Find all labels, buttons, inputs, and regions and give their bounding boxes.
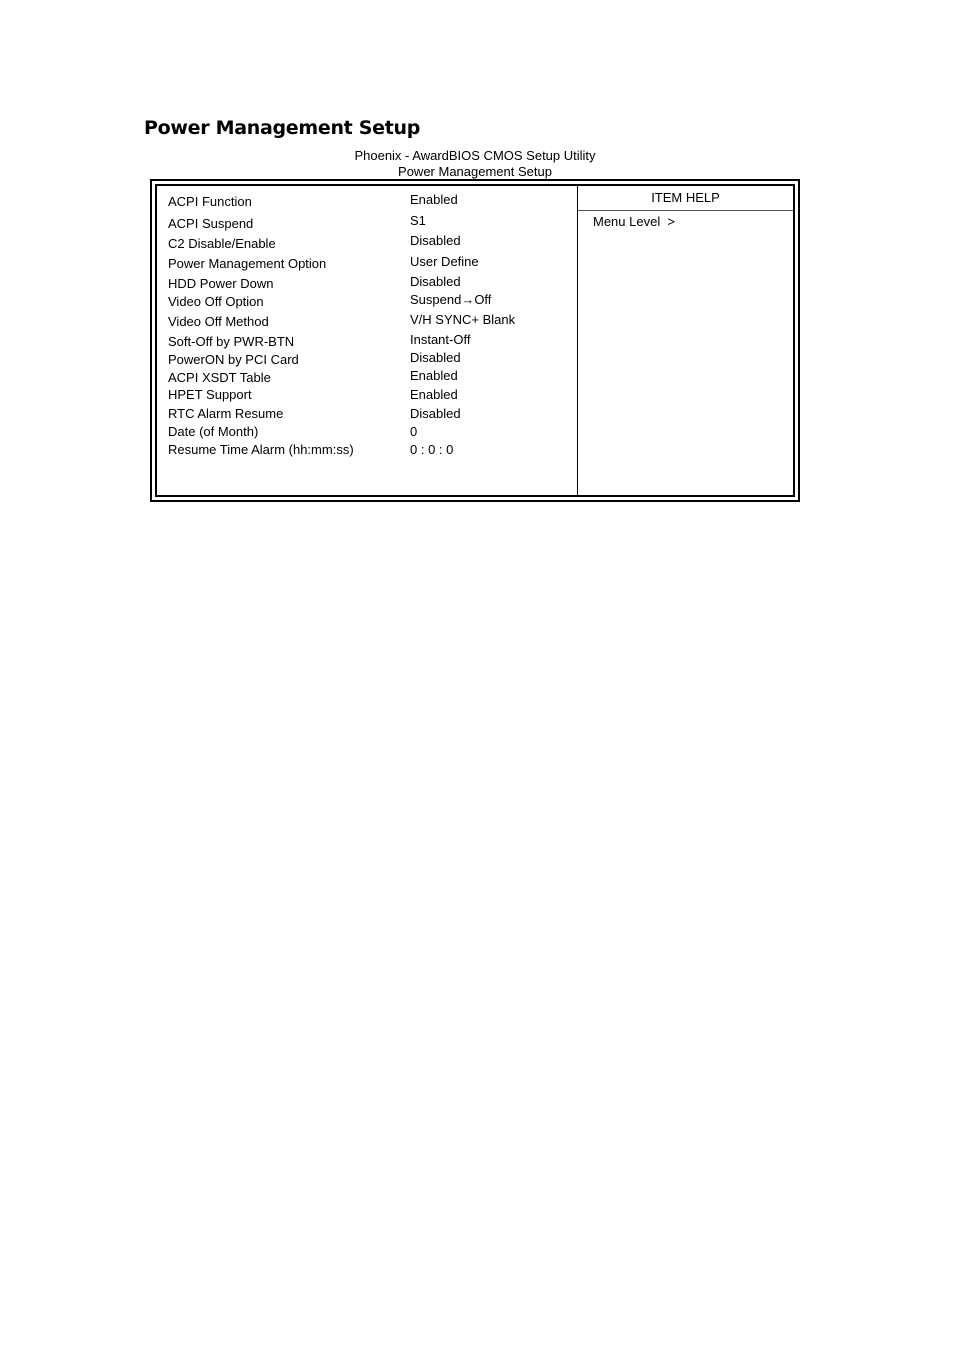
setting-value-soft-off-by-pwr-btn[interactable]: Instant-Off xyxy=(410,332,471,347)
setting-value-rtc-alarm-resume[interactable]: Disabled xyxy=(410,406,461,421)
setting-value-power-management-option[interactable]: User Define xyxy=(410,254,479,269)
setting-value-acpi-xsdt-table[interactable]: Enabled xyxy=(410,368,458,383)
setting-value-hpet-support[interactable]: Enabled xyxy=(410,387,458,402)
setting-label-video-off-method[interactable]: Video Off Method xyxy=(168,314,269,329)
setting-value-c2-disable-enable[interactable]: Disabled xyxy=(410,233,461,248)
setting-label-acpi-xsdt-table[interactable]: ACPI XSDT Table xyxy=(168,370,271,385)
setting-value-date-of-month[interactable]: 0 xyxy=(410,424,418,439)
setting-label-hdd-power-down[interactable]: HDD Power Down xyxy=(168,276,274,291)
item-help-header: ITEM HELP xyxy=(578,186,793,211)
setting-value-video-off-method[interactable]: V/H SYNC+ Blank xyxy=(410,312,516,327)
setting-label-power-management-option[interactable]: Power Management Option xyxy=(168,256,327,271)
setting-label-video-off-option[interactable]: Video Off Option xyxy=(168,294,264,309)
item-help-text: Menu Level > xyxy=(593,214,676,229)
bios-window xyxy=(150,179,800,502)
help-panel-divider xyxy=(577,186,578,495)
setting-label-resume-time-alarm[interactable]: Resume Time Alarm (hh:mm:ss) xyxy=(168,442,354,457)
setting-label-date-of-month[interactable]: Date (of Month) xyxy=(168,424,259,439)
bios-window-inner xyxy=(155,184,795,497)
setting-value-video-off-option[interactable]: Suspend→Off xyxy=(410,292,492,307)
setting-label-poweron-by-pci-card[interactable]: PowerON by PCI Card xyxy=(168,352,299,367)
setting-value-hdd-power-down[interactable]: Disabled xyxy=(410,274,461,289)
setting-label-c2-disable-enable[interactable]: C2 Disable/Enable xyxy=(168,236,276,251)
setting-value-acpi-function[interactable]: Enabled xyxy=(410,192,458,207)
document-heading: Power Management Setup xyxy=(144,117,421,139)
setting-label-soft-off-by-pwr-btn[interactable]: Soft-Off by PWR-BTN xyxy=(168,334,295,349)
setting-label-hpet-support[interactable]: HPET Support xyxy=(168,387,252,402)
bios-screen-title: Power Management Setup xyxy=(398,164,552,179)
setting-label-acpi-function[interactable]: ACPI Function xyxy=(168,194,252,209)
setting-label-acpi-suspend[interactable]: ACPI Suspend xyxy=(168,216,254,231)
bios-utility-name: Phoenix - AwardBIOS CMOS Setup Utility xyxy=(354,148,596,163)
setting-value-resume-time-alarm[interactable]: 0 : 0 : 0 xyxy=(410,442,454,457)
setting-value-poweron-by-pci-card[interactable]: Disabled xyxy=(410,350,461,365)
setting-value-acpi-suspend[interactable]: S1 xyxy=(410,213,426,228)
setting-label-rtc-alarm-resume[interactable]: RTC Alarm Resume xyxy=(168,406,284,421)
